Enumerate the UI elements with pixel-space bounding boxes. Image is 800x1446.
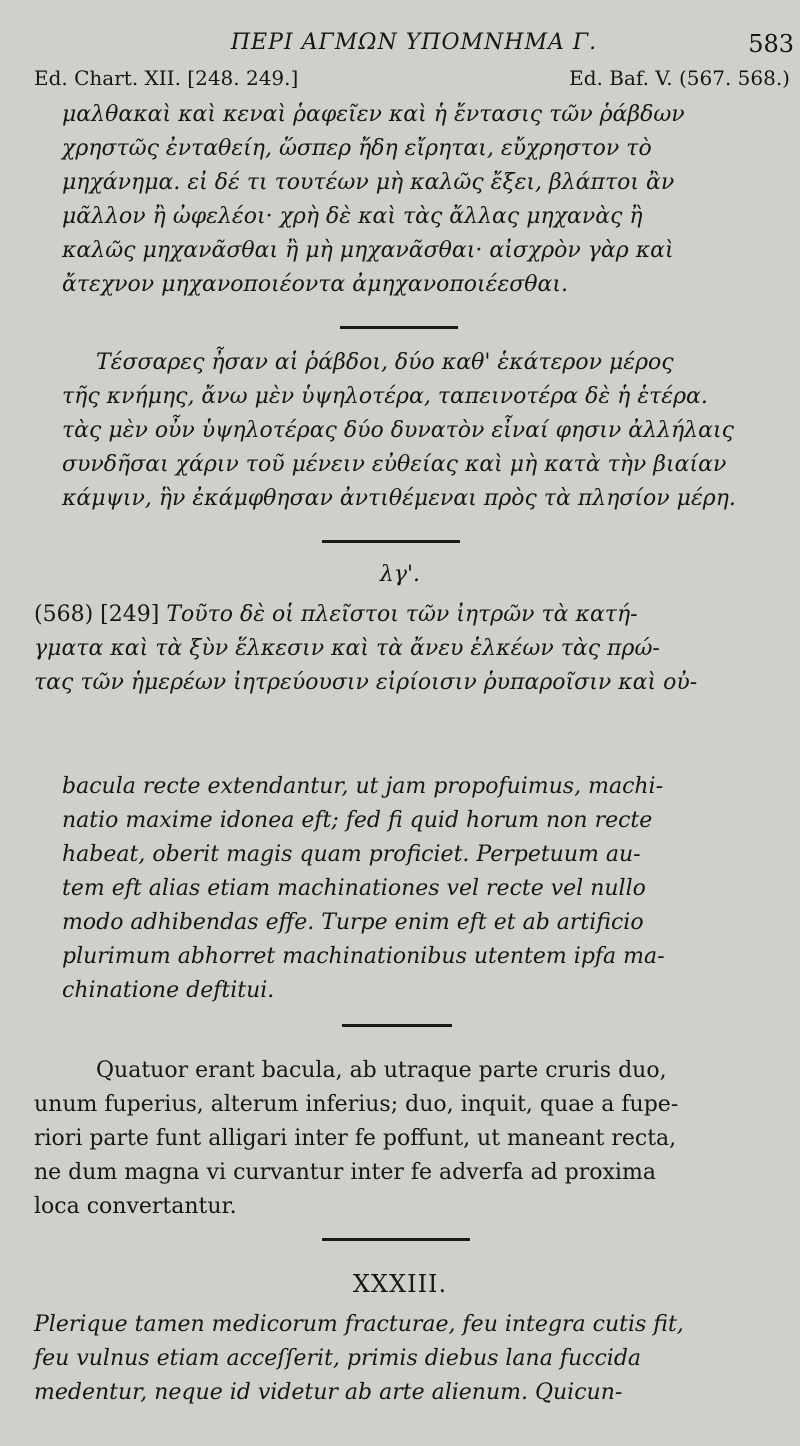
greek-paragraph-1: [62, 98, 768, 302]
text-line: loca convertantur.: [34, 1194, 237, 1219]
edition-basel: Ed. Baf. V. (567. 568.): [569, 66, 790, 90]
page-number: 583: [748, 30, 794, 58]
text-line: chinatione deftitui.: [62, 978, 275, 1003]
edition-chartier: Ed. Chart. XII. [248. 249.]: [34, 66, 299, 90]
text-line: plurimum abhorret machinationibus utentem ipfa ma-: [62, 944, 665, 969]
section-divider: [322, 540, 460, 543]
text-line: Τέσσαρες ἦσαν αἱ ῥάβδοι, δύο καθ' ἑκάτερον μέρος: [96, 350, 674, 375]
text-line: τας τῶν ἡμερέων ἰητρεύουσιν εἰρίοισιν ῥυπαροῖσιν καὶ οὐ-: [34, 670, 698, 695]
text-line: ἄτεχνον μηχανοποιέοντα ἀμηχανοποιέεσθαι.: [62, 272, 569, 297]
text-line: Plerique tamen medicorum fracturae, feu integra cutis fit,: [34, 1312, 684, 1337]
page-header: [34, 26, 794, 62]
latin-section-number: XXXIII.: [352, 1270, 448, 1298]
greek-section-number: λγ'.: [379, 562, 421, 587]
section-divider: [340, 326, 458, 329]
text-line: [34, 598, 768, 632]
text-line: συνδῆσαι χάριν τοῦ μένειν εὐθείας καὶ μὴ κατὰ τὴν βιαίαν: [62, 452, 727, 477]
text-line: bacula recte extendantur, ut jam propofuimus, machi-: [62, 774, 664, 799]
text-line: μᾶλλον ἢ ὠφελέοι· χρὴ δὲ καὶ τὰς ἄλλας μηχανὰς ἢ: [62, 204, 643, 229]
text-line: ne dum magna vi curvantur inter fe adverfa ad proxima: [34, 1160, 656, 1185]
text-line: tem eft alias etiam machinationes vel recte vel nullo: [62, 876, 646, 901]
page-marker: (568) [249]: [34, 602, 160, 627]
text-line: habeat, oberit magis quam proficiet. Perpetuum au-: [62, 842, 641, 867]
text-line: medentur, neque id videtur ab arte alienum. Quicun-: [34, 1380, 623, 1405]
edition-references: [34, 66, 790, 96]
text-line-content: Τοῦτο δὲ οἱ πλεῖστοι τῶν ἰητρῶν τὰ κατή-: [166, 602, 638, 627]
text-line: μηχάνημα. εἰ δέ τι τουτέων μὴ καλῶς ἔξει, βλάπτοι ἂν: [62, 170, 675, 195]
latin-paragraph-3: [34, 1308, 768, 1410]
text-line: μαλθακαὶ καὶ κεναὶ ῥαφεῖεν καὶ ἡ ἔντασις τῶν ῥάβδων: [62, 102, 685, 127]
text-line: καλῶς μηχανᾶσθαι ἢ μὴ μηχανᾶσθαι· αἰσχρὸν γὰρ καὶ: [62, 238, 674, 263]
latin-paragraph-2: [34, 1054, 768, 1224]
text-line: Quatuor erant bacula, ab utraque parte cruris duo,: [96, 1058, 667, 1083]
text-line: τῆς κνήμης, ἄνω μὲν ὑψηλοτέρα, ταπεινοτέρα δὲ ἡ ἑτέρα.: [62, 384, 708, 409]
section-divider: [342, 1024, 452, 1027]
text-line: feu vulnus etiam acceſſerit, primis diebus lana fuccida: [34, 1346, 642, 1371]
text-line: riori parte funt alligari inter fe poffunt, ut maneant recta,: [34, 1126, 677, 1151]
text-line: κάμψιν, ἣν ἐκάμφθησαν ἀντιθέμεναι πρὸς τὰ πλησίον μέρη.: [62, 486, 736, 511]
running-title: ΠΕΡΙ ΑΓΜΩΝ ΥΠΟΜΝΗΜΑ Γ.: [230, 30, 598, 55]
latin-paragraph-1: [62, 770, 768, 1008]
text-line: γματα καὶ τὰ ξὺν ἕλκεσιν καὶ τὰ ἄνευ ἑλκέων τὰς πρώ-: [34, 636, 660, 661]
text-line: unum fuperius, alterum inferius; duo, inquit, quae a fupe-: [34, 1092, 679, 1117]
text-line: modo adhibendas effe. Turpe enim eft et ab artificio: [62, 910, 644, 935]
greek-paragraph-3: [34, 598, 768, 700]
text-line: natio maxime idonea eft; fed fi quid horum non recte: [62, 808, 653, 833]
section-divider: [322, 1238, 470, 1241]
greek-paragraph-2: [62, 346, 768, 516]
text-line: τὰς μὲν οὖν ὑψηλοτέρας δύο δυνατὸν εἶναί φησιν ἀλλήλαις: [62, 418, 734, 443]
text-line: χρηστῶς ἐνταθείη, ὥσπερ ἤδη εἴρηται, εὔχρηστον τὸ: [62, 136, 652, 161]
